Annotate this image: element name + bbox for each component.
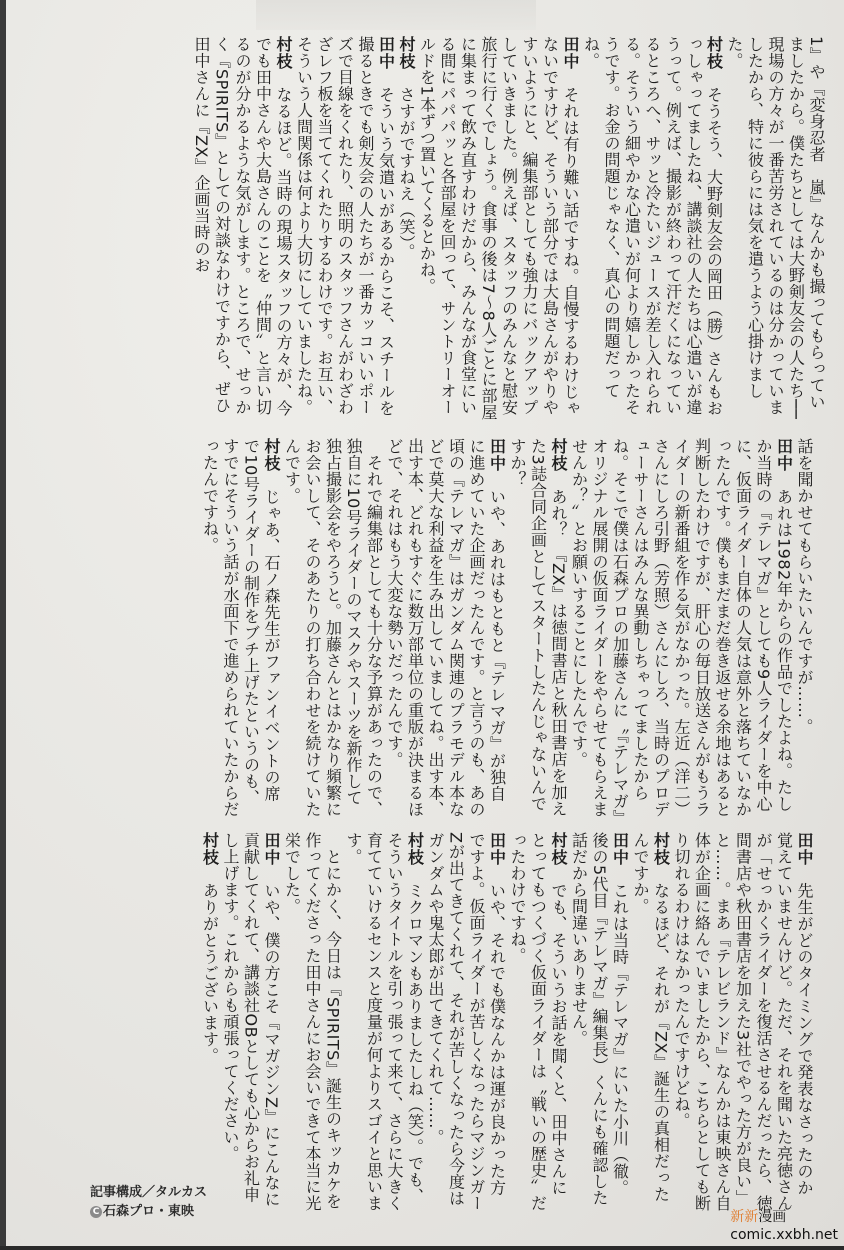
paragraph — [580, 36, 724, 421]
paragraph — [425, 832, 507, 1212]
paragraph-text: じゃあ、石ノ森先生がファンイベントの席で10号ライダーの制作をブチ上げたというのも、すでにそういう話が水面下で進められていたからだったんですね。 — [200, 438, 281, 818]
paragraph — [507, 832, 569, 1212]
paragraph-text: そういう気遣いがあるからこそ、スチールを撮るときでも剣友会の人たちが一番カッコいいポーズで目線をくれたり、照明のスタッフさんがわざわざレフ板を当ててくれたりするわけです。お互い、そういう人間関係は何より大切にしていましたね。 — [294, 36, 396, 417]
speaker-name: 村枝 — [549, 832, 568, 866]
watermark-brand: 新新 — [730, 1209, 759, 1225]
scan-edge-bottom — [0, 1246, 844, 1250]
paragraph-text: でも、そういうお話を聞くと、田中さんにとってもつくづく仮面ライダーは〝戦いの歴史〟だったわけですね。 — [508, 832, 568, 1212]
paragraph — [416, 36, 580, 421]
bleed-through-title — [256, 0, 536, 30]
text-tier-bottom — [54, 832, 814, 1212]
paragraph-text: あれ？ 『ZX』は徳間書店と秋田書店を加えた3誌合同企画としてスタートしたんじゃないんですか？ — [508, 438, 568, 817]
paragraph — [199, 438, 281, 818]
paragraph-text: 話を聞かせてもらいたいんですが……。 — [795, 438, 814, 735]
paragraph-text: とにかく、今日は『SPIRITS』誕生のキッカケを作ってくださった田中さんにお会いできて本当に光栄でした。 — [282, 832, 343, 1212]
paragraph-text: あれは1982年からの作品でしたよね。たしか当時の『テレマガ』としても9人ライダーを中心に、仮面ライダー自体の人気は意外と落ちていなかったんです。僕もまだまだ巻き返せる余地はあると判断したわけですが、肝心の毎日放送さんがもうライダーの新番組を作る気がなかった。左近（洋二）さんにしろ引野（芳照）さんにしろ、当時のプロデューサーさんはみんな異動しちゃってましたからね。そこで僕は石森プロの加藤さんに〝『テレマガ』オリジナル展開の仮面ライダーをやらせてもらえませんか？〟とお願いすることにしたんです。 — [569, 438, 794, 818]
paragraph-text: 1』や『変身忍者 嵐』なんかも撮ってもらっていましたから。僕たちとしては大野剣友会の人たち──現場の方々が一番苦労されているのは分かっていましたから、特に彼らには気を遣うよう心掛けました。 — [725, 36, 826, 420]
speaker-name: 田中 — [561, 36, 580, 70]
paragraph — [293, 36, 396, 421]
paragraph — [220, 832, 282, 1212]
copyright-icon: C — [90, 1206, 102, 1218]
speaker-name: 村枝 — [704, 36, 724, 70]
watermark-label: 漫画 — [758, 1209, 787, 1225]
credits-block — [90, 1183, 207, 1221]
scan-edge-left — [0, 0, 6, 1250]
speaker-name: 村枝 — [200, 832, 220, 866]
paragraph-text: なるほど。当時の現場スタッフの方々が、今でも田中さんや大島さんのことを〝仲間〟と言い切るのが分かるような気がします。ところで、せっかく『SPIRITS』としての対談なわけですから、ぜひ田中さんに『ZX』企画当時のお — [192, 36, 293, 417]
paragraph-text: いや、あれはもともと『テレマガ』が独自に進めていた企画だったんです。と言うのも、あの頃の『テレマガ』はガンダム関連のプラモデル本などで莫大な利益を生み出していましてね。出す本、出す本、どれもすぐに数万部単位の重版が決まるほどで、それはもう大変な勢いだったんです。 — [385, 438, 507, 818]
paragraph — [396, 36, 417, 421]
paragraph-text: いや、僕の方こそ『マガジンZ』にこんなに貢献してくれて、講談社OBとしても心からお礼申し上げます。これからも頑張ってください。 — [221, 832, 281, 1208]
paragraph — [568, 832, 630, 1212]
paragraph — [507, 438, 569, 818]
paragraph — [191, 36, 294, 421]
paragraph — [199, 832, 220, 1212]
paragraph-text: さすがですねえ（笑）。 — [397, 86, 416, 260]
paragraph-text: これは当時『テレマガ』にいた小川（徹。後の5代目『テレマガ』編集長）くんにも確認した話だから間違いありません。 — [569, 832, 630, 1206]
text-tier-top — [56, 36, 826, 421]
copyright-text: 石森プロ・東映 — [103, 1204, 195, 1219]
paragraph — [794, 438, 815, 818]
speaker-name: 村枝 — [274, 36, 293, 70]
speaker-name: 村枝 — [397, 36, 416, 70]
speaker-name: 村枝 — [405, 832, 425, 866]
copyright-line — [90, 1202, 207, 1221]
paragraph-text: ミクロマンもありましたしね（笑）。でも、そういうタイトルを引っ張って来て、さらに大きく育てていけるセンスと度量が何よりスゴイと思います。 — [344, 832, 425, 1212]
paragraph-text: それで編集部としても十分な予算があったので、独自に10号ライダーのマスクやスーツを新作して独占撮影会をやろうと。加藤さんとはかなり頻繁にお会いして、そのあたりの打ち合わせを続けていたんです。 — [282, 438, 384, 818]
site-watermark — [730, 1208, 838, 1244]
paragraph-text: ありがとうございます。 — [200, 882, 220, 1064]
text-tier-middle — [54, 438, 814, 818]
paragraph — [568, 438, 794, 818]
speaker-name: 村枝 — [262, 438, 281, 472]
speaker-name: 村枝 — [549, 438, 568, 472]
speaker-name: 田中 — [487, 832, 507, 866]
paragraph — [384, 438, 507, 818]
paragraph-text: いや、それでも僕なんかは運が良かった方ですよ。仮面ライダーが苦しくなったらマジンガーZが出てきてくれて、それが苦しくなったら今度はガンダムや鬼太郎が出てきてくれて……。 — [426, 832, 507, 1212]
paragraph-text: 先生がどのタイミングで発表なさったのか覚えていませんけど。ただ、それを聞いた亮徳さんが「せっかくライダーを復活させるんだったら、徳間書店や秋田書店を加えた3社でやった方が良い」と……。まあ『テレビランド』なんかは東映さん自体が企画に絡んでいましたから、こちらとしても断り切れるわけはなかったんですけどね。 — [672, 832, 814, 1212]
paragraph — [630, 832, 671, 1212]
paragraph — [281, 832, 343, 1212]
paragraph — [281, 438, 384, 818]
magazine-page — [6, 0, 844, 1246]
paragraph — [724, 36, 827, 421]
paragraph-text: なるほど、それが『ZX』誕生の真相だったんですか。 — [631, 832, 671, 1203]
speaker-name: 田中 — [610, 832, 630, 866]
watermark-url: comic.xxbh.net — [730, 1227, 838, 1243]
paragraph — [671, 832, 815, 1212]
paragraph — [343, 832, 425, 1212]
speaker-name: 村枝 — [651, 832, 671, 866]
speaker-name: 田中 — [376, 36, 396, 70]
paragraph-text: そうそう、大野剣友会の岡田（勝）さんもおっしゃってましたね、講談社の人たちは心遣いが違うって。例えば、撮影が終わって汗だくになっているところへ、サッと冷たいジュースが差し入れられる。そういう細やかな心遣いが何より嬉しかったそうです。お金の問題じゃなく、真心の問題だってね。 — [581, 36, 724, 417]
article-composition-credit: 記事構成／タルカス — [90, 1185, 208, 1200]
speaker-name: 田中 — [262, 832, 281, 866]
speaker-name: 田中 — [774, 438, 794, 472]
paragraph-text: それは有り難い話ですね。自慢するわけじゃないですけど、そういう部分では大島さんがやりやすいようにと、編集部としても強力にバックアップしていきました。例えば、スタッフのみんなと慰安旅行に行くでしょう。食事の後は7～8人ごとに部屋に集まって飲み直すわけだから、みんなが食堂にいる間にパパパッと各部屋を回って、サントリーオールドを1本ずつ置いてくるとかね。 — [417, 36, 580, 421]
speaker-name: 田中 — [487, 438, 507, 472]
speaker-name: 田中 — [795, 832, 814, 866]
